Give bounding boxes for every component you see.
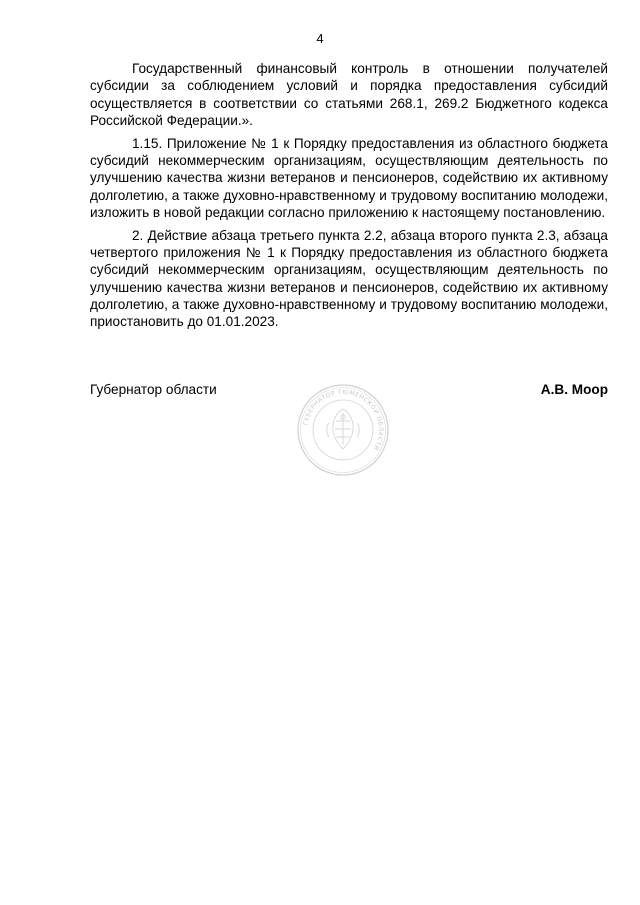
seal-emblem xyxy=(327,409,360,449)
seal-graphic xyxy=(296,383,390,477)
paragraph-suspension: 2. Действие абзаца третьего пункта 2.2, абзаца второго пункта 2.3, абзаца четвертого приложения № 1 к Порядку предоставления из областного бюджета субсидий некоммерческим организациям, осуществляющим деятельность по улучшению качества жизни ветеранов и пенсионеров, содействию их активному долголетию, а также духовно-нравственному и трудовому воспитанию молодежи, приостановить до 01.01.2023. xyxy=(90,227,608,330)
paragraph-state-control: Государственный финансовый контроль в отношении получателей субсидии за соблюдением условий и порядка предоставления субсидий осуществляется в соответствии со статьями 268.1, 269.2 Бюджетного кодекса Российской Федерации.». xyxy=(90,61,608,128)
paragraph-appendix-amendment: 1.15. Приложение № 1 к Порядку предоставления из областного бюджета субсидий некоммерческим организациям, осуществляющим деятельность по улучшению качества жизни ветеранов и пенсионеров, содействию их активному долголетию, а также духовно-нравственному и трудовому воспитанию молодежи, изложить в новой редакции согласно приложению к настоящему постановлению. xyxy=(90,135,608,220)
seal-ring-textpath: ГУБЕРНАТОР ТЮМЕНСКОЙ ОБЛАСТИ xyxy=(302,388,385,452)
official-seal-stamp xyxy=(296,383,390,477)
document-body xyxy=(90,60,608,336)
signatory-name: А.В. Моор xyxy=(540,382,608,397)
page-number: 4 xyxy=(316,31,324,46)
signatory-title: Губернатор области xyxy=(90,382,217,397)
